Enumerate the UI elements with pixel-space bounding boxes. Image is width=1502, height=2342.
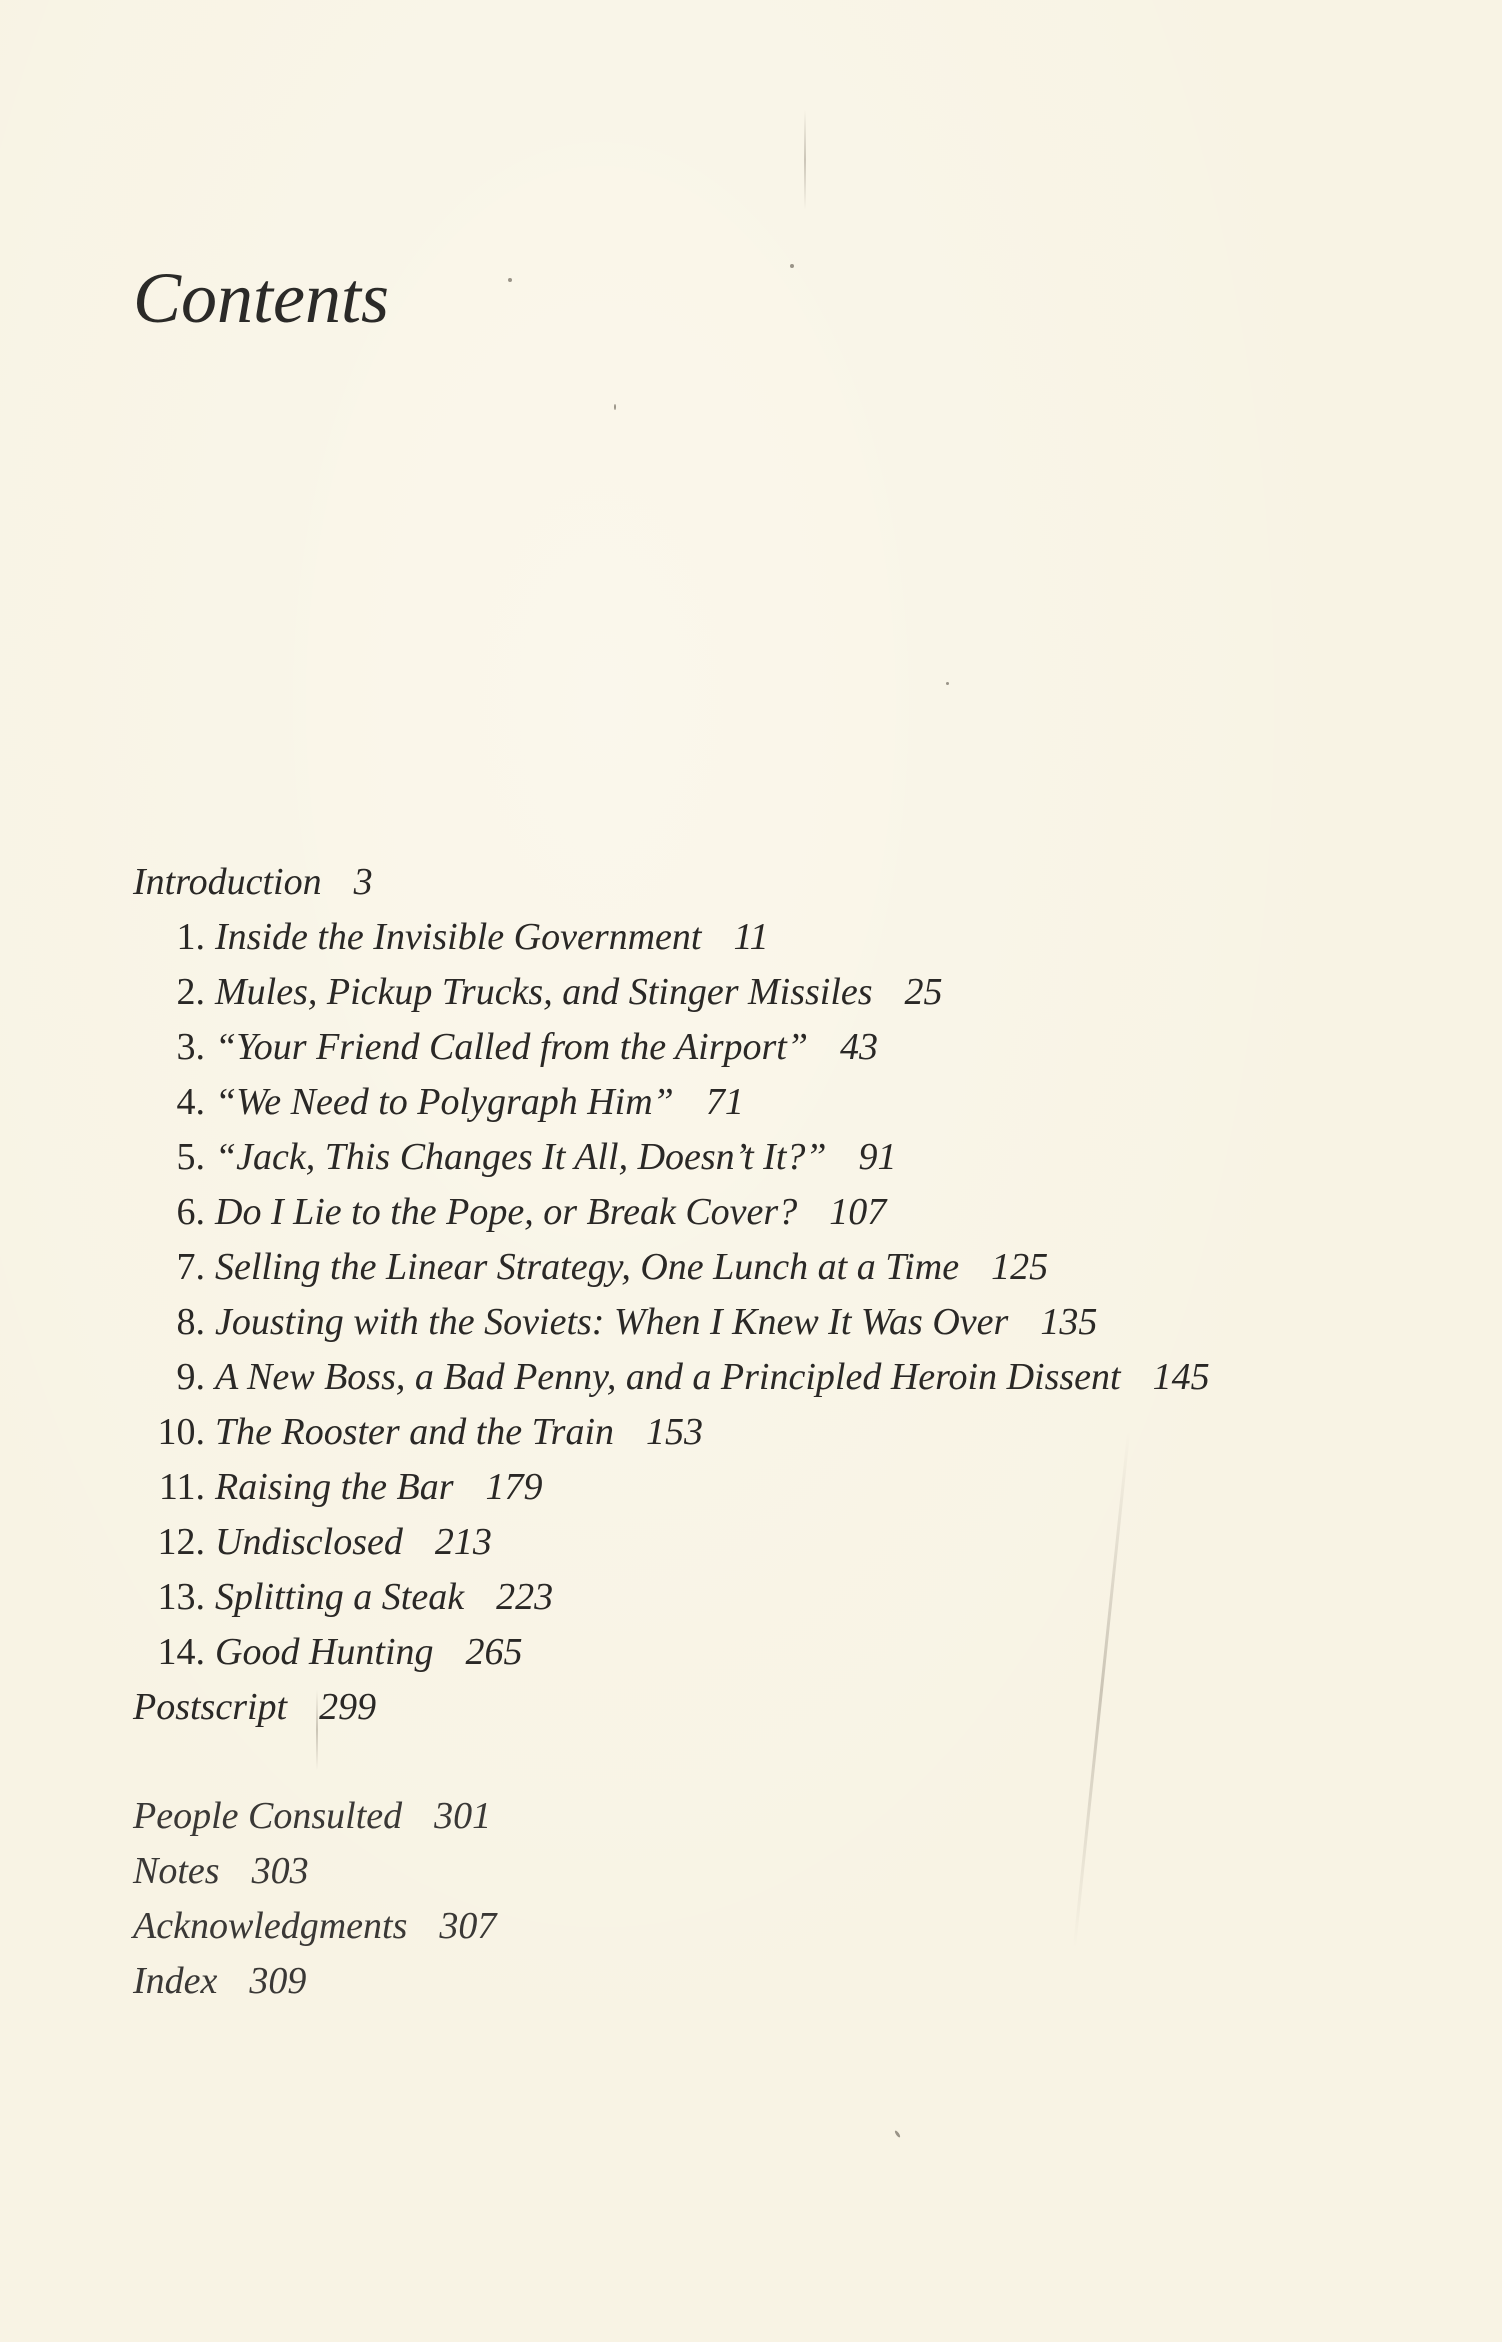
chapter-number: 14.	[157, 1631, 205, 1673]
page-number: 71	[705, 1081, 744, 1123]
paper-speck	[508, 278, 512, 282]
back-matter-entry	[133, 1954, 1433, 2009]
entry-title: Jousting with the Soviets: When I Knew It Was Over	[215, 1301, 1009, 1343]
entry-title: A New Boss, a Bad Penny, and a Principled Heroin Dissent	[215, 1356, 1121, 1398]
toc-entry	[133, 1515, 1433, 1570]
chapter-number: 8.	[176, 1301, 205, 1343]
toc-entry	[133, 1680, 1433, 1735]
toc-entry	[133, 1130, 1433, 1185]
toc-entry	[133, 1350, 1433, 1405]
chapter-number: 2.	[176, 971, 205, 1013]
chapter-number: 3.	[176, 1026, 205, 1068]
back-matter-entry	[133, 1789, 1433, 1844]
entry-title: Selling the Linear Strategy, One Lunch at a Time	[215, 1246, 960, 1288]
chapter-number: 12.	[157, 1521, 205, 1563]
toc-entry	[133, 1570, 1433, 1625]
toc-entry	[133, 1075, 1433, 1130]
page-number: 107	[829, 1191, 887, 1233]
toc-entry	[133, 910, 1433, 965]
page-number: 11	[733, 916, 769, 958]
entry-title: “Jack, This Changes It All, Doesn’t It?”	[215, 1136, 827, 1178]
entry-title: Introduction	[133, 861, 322, 903]
page-number: 43	[839, 1026, 878, 1068]
page-number: 301	[434, 1795, 492, 1837]
paper-speck	[894, 2130, 901, 2138]
page-number: 213	[434, 1521, 492, 1563]
chapter-number: 10.	[157, 1411, 205, 1453]
page-number: 3	[353, 861, 373, 903]
chapter-number: 5.	[176, 1136, 205, 1178]
page-number: 309	[249, 1960, 307, 2002]
entry-title: Undisclosed	[215, 1521, 403, 1563]
page-number: 25	[904, 971, 943, 1013]
paper-crease-top	[804, 110, 806, 210]
toc-entry	[133, 1295, 1433, 1350]
toc-entry	[133, 1020, 1433, 1075]
entry-title: Do I Lie to the Pope, or Break Cover?	[215, 1191, 798, 1233]
chapter-number: 1.	[176, 916, 205, 958]
page-number: 135	[1040, 1301, 1098, 1343]
back-matter-entry	[133, 1844, 1433, 1899]
chapter-number: 6.	[176, 1191, 205, 1233]
entry-title: The Rooster and the Train	[215, 1411, 615, 1453]
page-number: 145	[1152, 1356, 1210, 1398]
back-matter-list	[133, 1789, 1433, 2009]
entry-title: “Your Friend Called from the Airport”	[215, 1026, 808, 1068]
entry-title: Good Hunting	[215, 1631, 434, 1673]
toc-entry	[133, 1625, 1433, 1680]
toc-entry	[133, 1240, 1433, 1295]
toc-entry	[133, 965, 1433, 1020]
page-number: 153	[646, 1411, 704, 1453]
page-number: 299	[319, 1686, 377, 1728]
paper-speck	[790, 264, 794, 268]
paper-speck	[614, 404, 616, 410]
entry-title: Index	[133, 1960, 218, 2002]
page-number: 125	[991, 1246, 1049, 1288]
page-number: 179	[485, 1466, 543, 1508]
page-number: 223	[496, 1576, 554, 1618]
chapter-number: 4.	[176, 1081, 205, 1123]
entry-title: Postscript	[133, 1686, 288, 1728]
chapter-number: 9.	[176, 1356, 205, 1398]
page-number: 303	[251, 1850, 309, 1892]
entry-title: “We Need to Polygraph Him”	[215, 1081, 674, 1123]
toc-entry	[133, 855, 1433, 910]
table-of-contents	[133, 855, 1433, 1735]
entry-title: Acknowledgments	[133, 1905, 408, 1947]
toc-entry	[133, 1185, 1433, 1240]
chapter-number: 13.	[157, 1576, 205, 1618]
entry-title: Raising the Bar	[215, 1466, 454, 1508]
page-number: 265	[465, 1631, 523, 1673]
entry-title: Mules, Pickup Trucks, and Stinger Missiles	[215, 971, 873, 1013]
toc-entry	[133, 1460, 1433, 1515]
page-number: 91	[858, 1136, 897, 1178]
page-title: Contents	[133, 258, 390, 338]
page-number: 307	[439, 1905, 497, 1947]
chapter-number: 11.	[158, 1466, 205, 1508]
entry-title: Inside the Invisible Government	[215, 916, 702, 958]
back-matter-entry	[133, 1899, 1433, 1954]
paper-speck	[946, 682, 949, 685]
entry-title: Splitting a Steak	[215, 1576, 465, 1618]
entry-title: Notes	[133, 1850, 220, 1892]
chapter-number: 7.	[176, 1246, 205, 1288]
entry-title: People Consulted	[133, 1795, 403, 1837]
toc-entry	[133, 1405, 1433, 1460]
